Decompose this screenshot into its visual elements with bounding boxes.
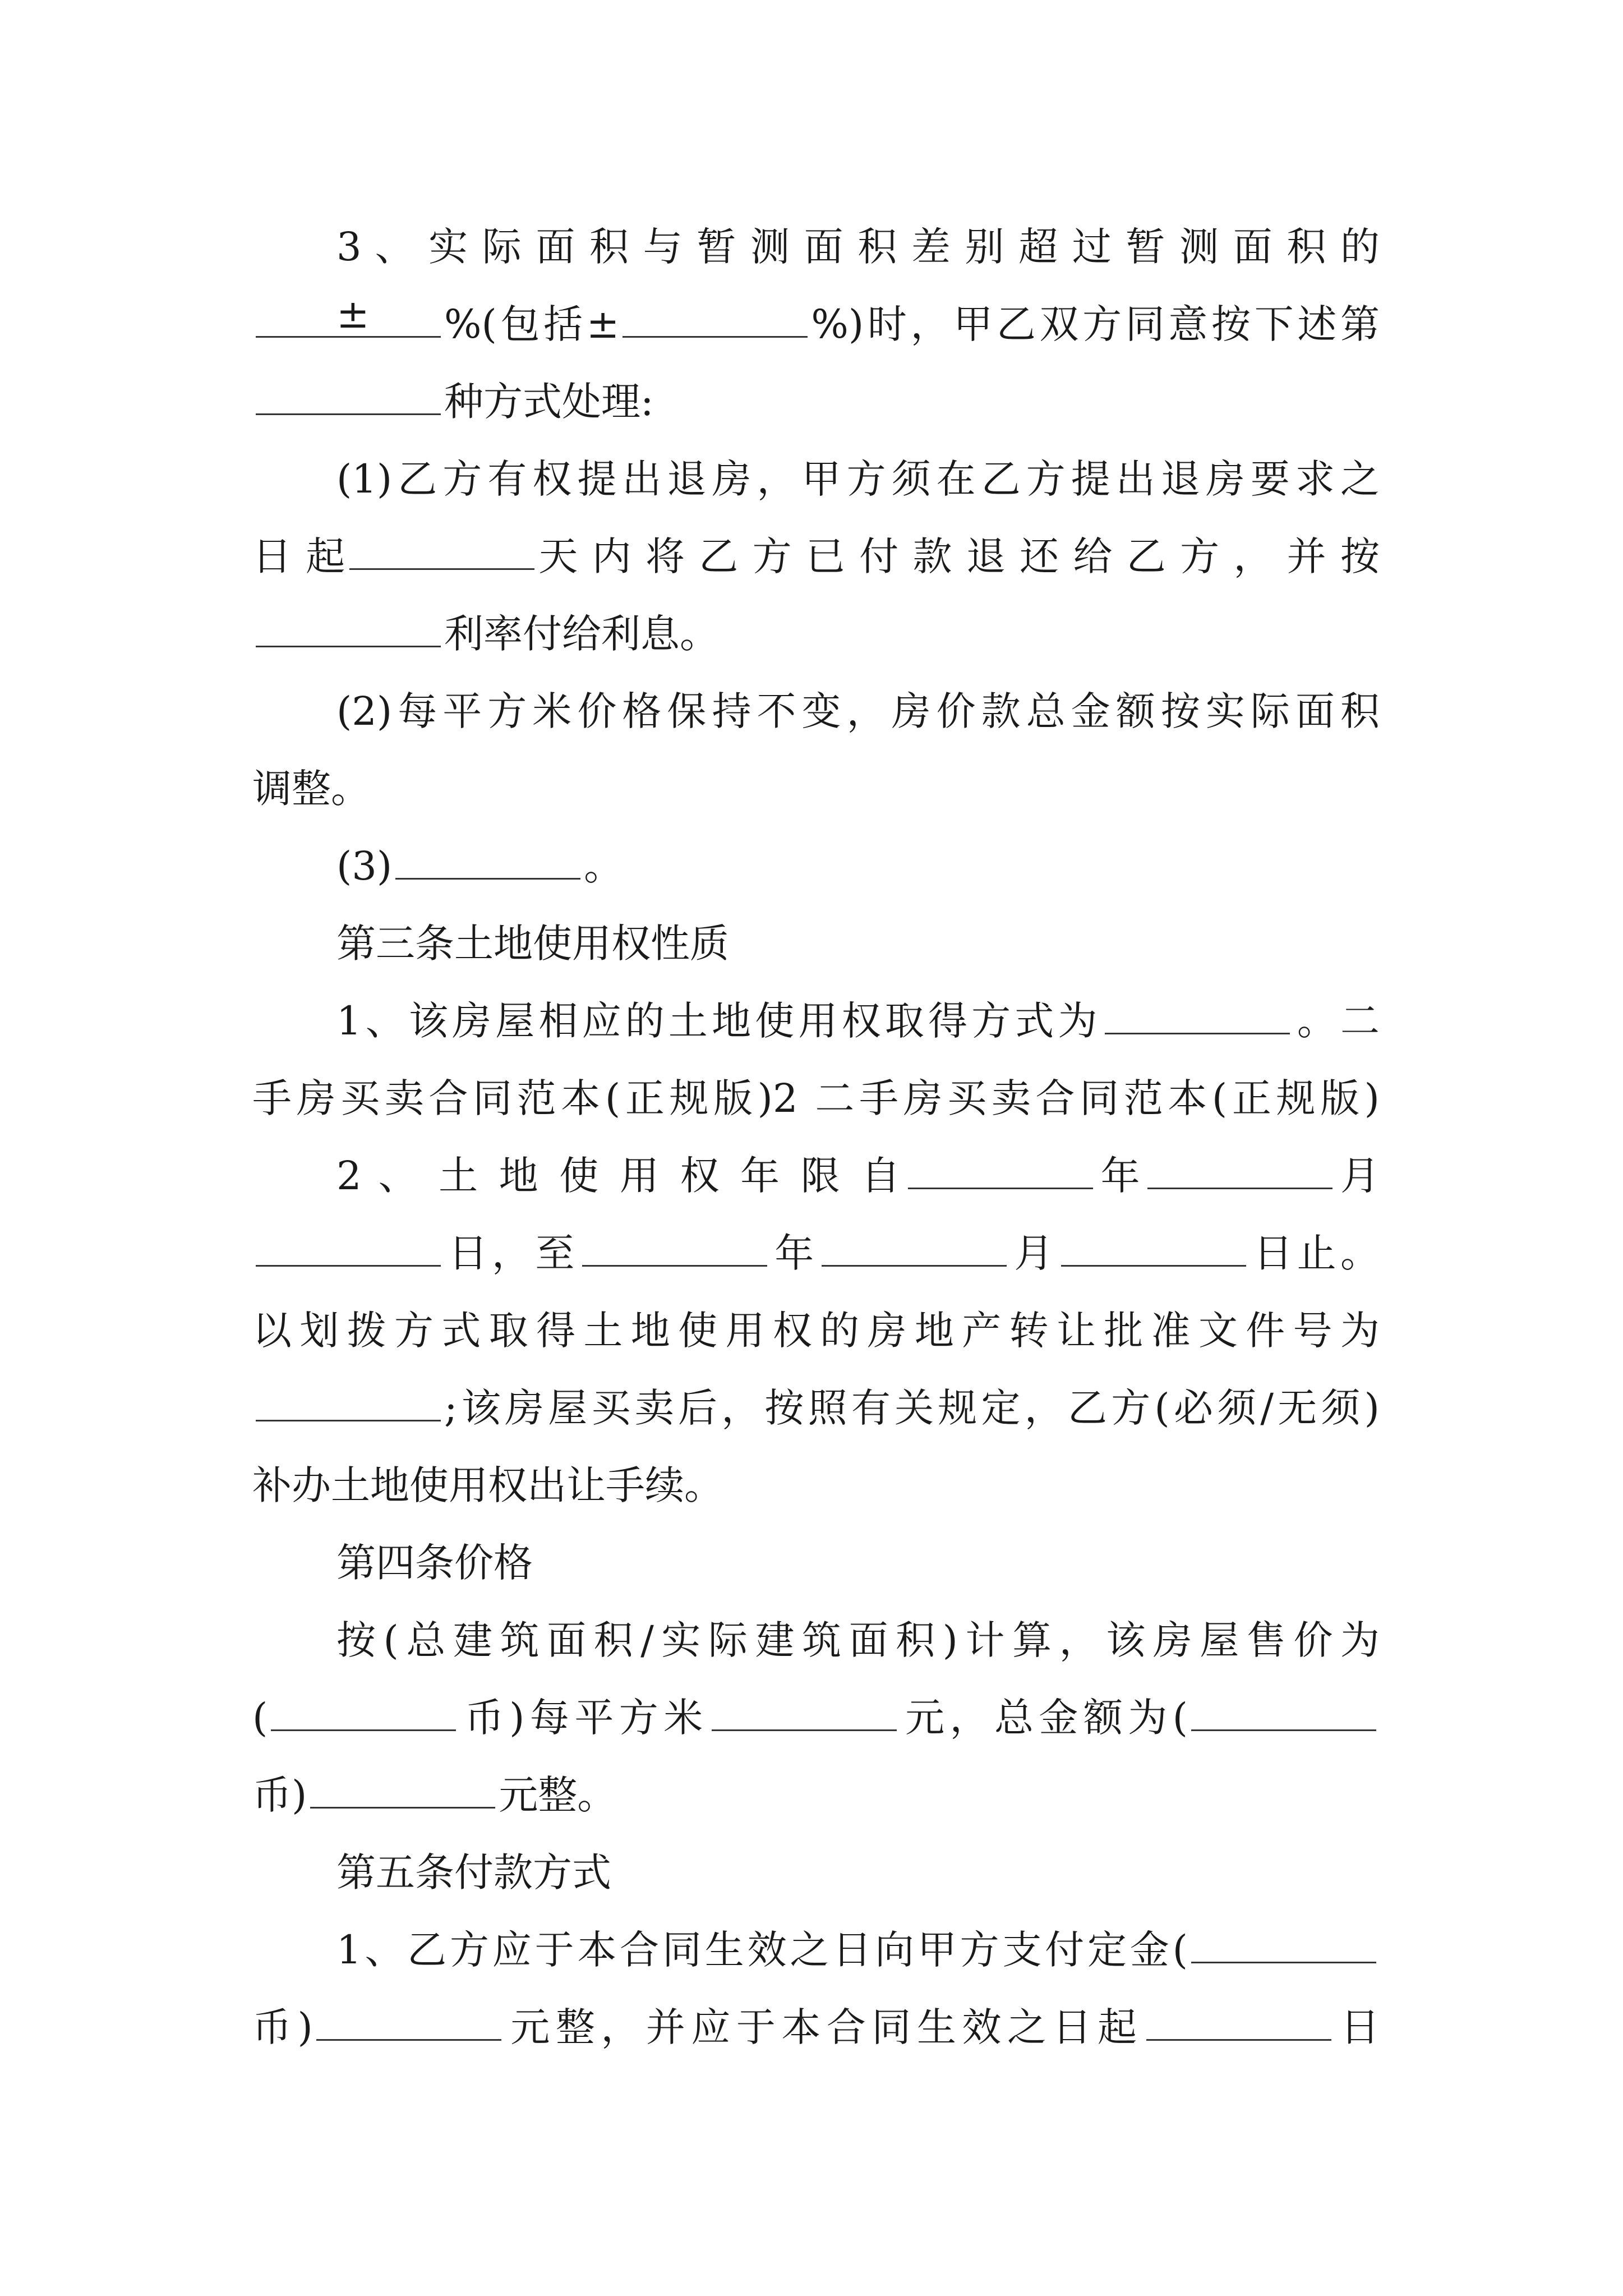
text-segment: 1、乙方应于本合同生效之日向甲方支付定金(: [336, 1927, 1188, 1973]
text-line: [252, 1220, 1380, 1287]
fill-in-blank[interactable]: [256, 616, 441, 648]
text-segment: 日: [1334, 2004, 1380, 2050]
fill-in-blank[interactable]: [1061, 1236, 1246, 1267]
text-segment: 第五条付款方式: [336, 1849, 611, 1895]
text-line: [336, 445, 1380, 513]
text-segment: 1、该房屋相应的土地使用权取得方式为: [336, 998, 1101, 1044]
text-line: [252, 1374, 1380, 1442]
text-segment: 元，总金额为(: [900, 1695, 1188, 1741]
text-segment: %(包括±: [444, 301, 620, 347]
text-segment: 元整。: [499, 1772, 617, 1818]
text-segment: 元整，并应于本合同生效之日起: [504, 2004, 1143, 2050]
fill-in-blank[interactable]: [349, 539, 534, 570]
fill-in-blank[interactable]: [1147, 1158, 1332, 1190]
text-segment: 年: [1096, 1153, 1145, 1199]
fill-in-blank[interactable]: [1105, 1004, 1290, 1035]
text-segment: 第四条价格: [336, 1540, 533, 1586]
fill-in-blank[interactable]: [316, 2010, 501, 2041]
text-line: [252, 1065, 1380, 1132]
text-segment: 币): [252, 1772, 307, 1818]
fill-in-blank[interactable]: [256, 1236, 441, 1267]
text-segment: 。: [584, 843, 624, 889]
text-line: [252, 755, 1380, 822]
section-heading: [336, 1839, 1380, 1906]
text-segment: 日止。: [1249, 1230, 1380, 1276]
text-segment: 月: [1336, 1153, 1380, 1199]
fill-in-blank[interactable]: [256, 307, 441, 338]
text-segment: 利率付给利息。: [444, 611, 719, 657]
text-line: [252, 523, 1380, 590]
text-segment: 按(总建筑面积/实际建筑面积)计算，该房屋售价为: [336, 1617, 1380, 1663]
text-line: [336, 1142, 1380, 1209]
text-line: [252, 1684, 1380, 1751]
fill-in-blank[interactable]: [623, 307, 808, 338]
fill-in-blank[interactable]: [582, 1236, 767, 1267]
fill-in-blank[interactable]: [395, 849, 580, 880]
text-line: [336, 1607, 1380, 1674]
text-segment: %)时，甲乙双方同意按下述第: [811, 301, 1380, 347]
text-segment: 以划拨方式取得土地使用权的房地产转让批准文件号为: [252, 1308, 1380, 1354]
fill-in-blank[interactable]: [908, 1158, 1093, 1190]
text-line: [336, 1916, 1380, 1984]
text-segment: 年: [770, 1230, 818, 1276]
fill-in-blank[interactable]: [271, 1700, 456, 1732]
text-segment: 手房买卖合同范本(正规版)2 二手房买卖合同范本(正规版): [252, 1075, 1380, 1121]
fill-in-blank[interactable]: [256, 1391, 441, 1422]
fill-in-blank[interactable]: [1191, 1932, 1376, 1964]
text-segment: 币): [252, 2004, 313, 2050]
text-segment: 调整。: [252, 766, 370, 812]
text-segment: 3 、 实 际 面 积 与 暂 测 面 积 差 别 超 过 暂 测 面 积 的 ±: [336, 224, 1380, 337]
text-line: [252, 1297, 1380, 1364]
text-line: [252, 368, 1380, 435]
text-segment: (2)每平方米价格保持不变，房价款总金额按实际面积: [336, 688, 1380, 734]
text-segment: (3): [336, 843, 393, 889]
text-segment: ;该房屋买卖后，按照有关规定，乙方(必须/无须): [444, 1385, 1380, 1431]
text-segment: 月: [1009, 1230, 1058, 1276]
text-segment: 2 、 土 地 使 用 权 年 限 自: [336, 1153, 905, 1199]
fill-in-blank[interactable]: [712, 1700, 897, 1732]
text-segment: 币)每平方米: [459, 1695, 708, 1741]
text-segment: 第三条土地使用权性质: [336, 921, 729, 967]
text-segment: 日 起: [252, 533, 346, 579]
text-line: [336, 678, 1380, 745]
section-heading: [336, 1529, 1380, 1596]
fill-in-blank[interactable]: [1191, 1700, 1376, 1732]
text-line: [252, 1994, 1380, 2061]
text-line: [252, 600, 1380, 668]
text-segment: 。二: [1293, 998, 1380, 1044]
fill-in-blank[interactable]: [822, 1236, 1007, 1267]
text-segment: 补办土地使用权出让手续。: [252, 1462, 723, 1508]
text-segment: (1)乙方有权提出退房，甲方须在乙方提出退房要求之: [336, 456, 1380, 502]
text-segment: 天 内 将 乙 方 已 付 款 退 还 给 乙 方 ， 并 按: [537, 533, 1380, 579]
fill-in-blank[interactable]: [256, 384, 441, 416]
text-line: [252, 1761, 1380, 1829]
text-segment: (: [252, 1695, 268, 1741]
text-line: [252, 1452, 1380, 1519]
text-line: [252, 291, 1380, 358]
text-line: [336, 987, 1380, 1055]
fill-in-blank[interactable]: [310, 1778, 495, 1809]
fill-in-blank[interactable]: [1146, 2010, 1331, 2041]
section-heading: [336, 910, 1380, 977]
text-segment: 日，至: [444, 1230, 579, 1276]
text-line: [336, 832, 1380, 900]
text-segment: 种方式处理:: [444, 379, 654, 425]
